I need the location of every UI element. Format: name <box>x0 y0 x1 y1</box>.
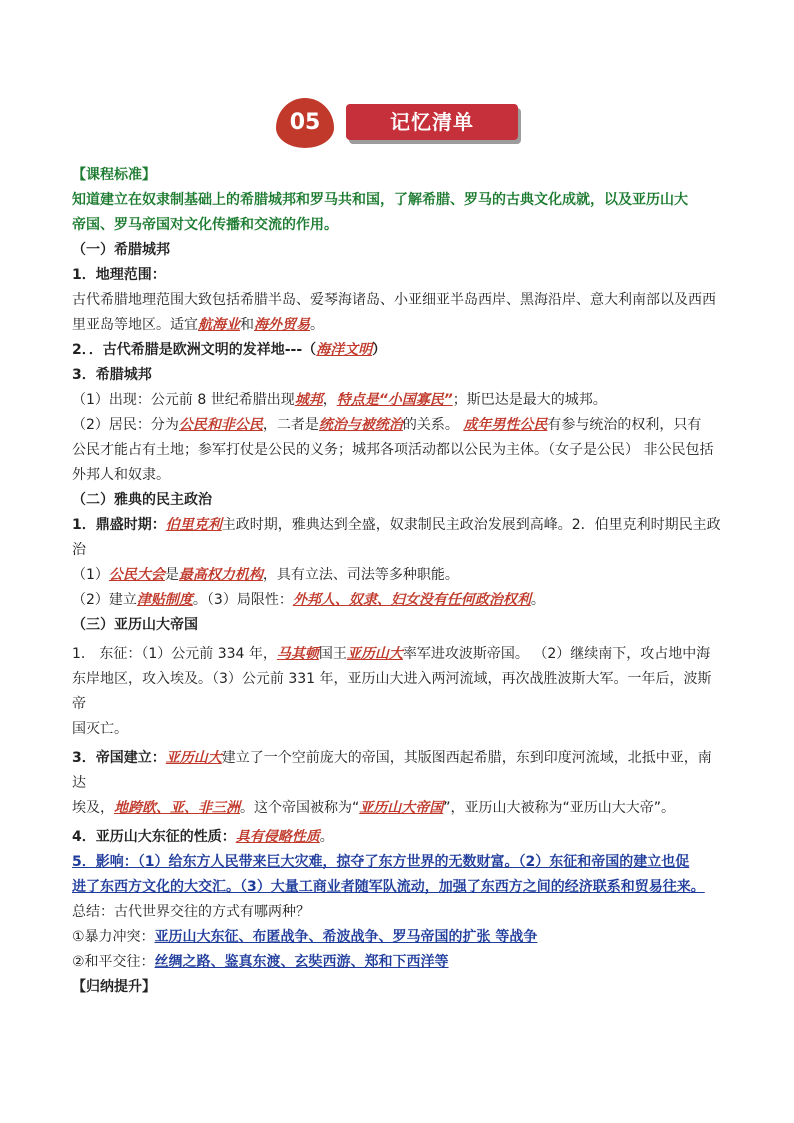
section3-title: （三）亚历山大帝国 <box>72 617 198 633</box>
s3-empire-line2: 埃及，地跨欧、亚、非三洲。这个帝国被称为“亚历山大帝国”，亚历山大被称为“亚历山大大帝”。 <box>72 800 676 816</box>
fill-answer: 特点是“小国寡民” <box>336 392 453 408</box>
section-header <box>270 98 530 152</box>
section2-title: （二）雅典的民主政治 <box>72 492 212 508</box>
fill-answer: 成年男性公民 <box>463 417 548 433</box>
s1-geography-line1: 古代希腊地理范围大致包括希腊半岛、爱琴海诸岛、小亚细亚半岛西岸、黑海沿岸、意大利南部以及西西 <box>72 292 716 308</box>
s1-origin-line: 2．．古代希腊是欧洲文明的发祥地---（海洋文明） <box>72 342 387 358</box>
s1-citystate-title: 3．希腊城邦 <box>72 367 152 383</box>
standard-text-line2: 帝国、罗马帝国对文化传播和交流的作用。 <box>72 217 338 233</box>
fill-answer: 亚历山大东征、布匿战争、希波战争、罗马帝国的扩张 等战争 <box>154 929 538 945</box>
s2-allowance-line: （2）建立津贴制度。（3）局限性：外邦人、奴隶、妇女没有任何政治权利。 <box>72 592 545 608</box>
fill-answer: 外邦人、奴隶、妇女没有任何政治权利 <box>292 592 531 608</box>
section1-title: （一）希腊城邦 <box>72 242 170 258</box>
s3-conquest-line1: 1． 东征：（1）公元前 334 年，马其顿国王亚历山大率军进攻波斯帝国。 （2）继续南下，攻占地中海 <box>72 646 711 662</box>
s1-residents-line2: 公民才能占有土地；参军打仗是公民的义务；城邦各项活动都以公民为主体。（女子是公民） 非公民包括 <box>72 442 714 458</box>
fill-answer: 海洋文明 <box>316 342 373 358</box>
fill-answer: 伯里克利 <box>165 517 222 533</box>
s3-empire-line1: 3．帝国建立：亚历山大建立了一个空前庞大的帝国，其版图西起希腊，东到印度河流域，北抵中亚，南达 <box>72 750 712 791</box>
fill-answer: 具有侵略性质 <box>235 829 320 845</box>
fill-answer: 城邦 <box>294 392 323 408</box>
fill-answer: 亚历山大 <box>165 750 222 766</box>
section-title-banner: 记忆清单 <box>346 104 518 140</box>
fill-answer: 地跨欧、亚、非三洲 <box>114 800 240 816</box>
s1-geography-title: 1．地理范围： <box>72 267 166 283</box>
s2-peak-line2: 治 <box>72 542 86 558</box>
standard-text-line1: 知道建立在奴隶制基础上的希腊城邦和罗马共和国，了解希腊、罗马的古典文化成就，以及亚历山大 <box>72 192 688 208</box>
s3-conquest-line2: 东岸地区，攻入埃及。（3）公元前 331 年，亚历山大进入两河流域，再次战胜波斯大军。一年后，波斯帝 <box>72 671 712 712</box>
fill-answer: 公民和非公民 <box>178 417 263 433</box>
fill-answer: 津贴制度 <box>136 592 193 608</box>
summary-footer-label: 【归纳提升】 <box>72 979 156 995</box>
s3-conquest-line3: 国灭亡。 <box>72 721 128 737</box>
summary-answer1: ①暴力冲突：亚历山大东征、布匿战争、希波战争、罗马帝国的扩张 等战争 <box>72 929 538 945</box>
fill-answer: 统治与被统治 <box>318 417 403 433</box>
fill-answer: 公民大会 <box>108 567 165 583</box>
fill-answer: 航海业 <box>198 317 240 333</box>
standard-label: 【课程标准】 <box>72 167 156 183</box>
summary-answer2: ②和平交往：丝绸之路、鉴真东渡、玄奘西游、郑和下西洋等 <box>72 954 449 970</box>
s3-impact-line1: 5．影响：（1）给东方人民带来巨大灾难，掠夺了东方世界的无数财富。（2）东征和帝国的建立也促 <box>72 854 690 870</box>
summary-question: 总结：古代世界交往的方式有哪两种？ <box>72 904 310 920</box>
s2-assembly-line: （1）公民大会是最高权力机构，具有立法、司法等多种职能。 <box>72 567 459 583</box>
s3-impact-line2: 进了东西方文化的大交汇。（3）大量工商业者随军队流动，加强了东西方之间的经济联系和贸易往来。 <box>72 879 705 895</box>
s1-residents-line3: 外邦人和奴隶。 <box>72 467 170 483</box>
fill-answer: 亚历山大 <box>346 646 403 662</box>
s1-appear-line: （1）出现：公元前 8 世纪希腊出现城邦，特点是“小国寡民”；斯巴达是最大的城邦。 <box>72 392 607 408</box>
fill-answer: 马其顿 <box>276 646 319 662</box>
s3-nature-line: 4．亚历山大东征的性质：具有侵略性质。 <box>72 829 334 845</box>
fill-answer: 丝绸之路、鉴真东渡、玄奘西游、郑和下西洋等 <box>154 954 449 970</box>
s1-geography-line2: 里亚岛等地区。适宜航海业和海外贸易。 <box>72 317 324 333</box>
section-number-badge: 05 <box>276 98 334 148</box>
fill-answer: 海外贸易 <box>254 317 310 333</box>
s1-residents-line1: （2）居民：分为公民和非公民，二者是统治与被统治的关系。 成年男性公民有参与统治的权利，只有 <box>72 417 702 433</box>
document-body <box>72 163 724 1000</box>
fill-answer: 亚历山大帝国 <box>359 800 444 816</box>
s2-peak-line: 1．鼎盛时期：伯里克利主政时期，雅典达到全盛，奴隶制民主政治发展到高峰。2．伯里克利时期民主政 <box>72 517 721 533</box>
fill-answer: 最高权力机构 <box>178 567 263 583</box>
